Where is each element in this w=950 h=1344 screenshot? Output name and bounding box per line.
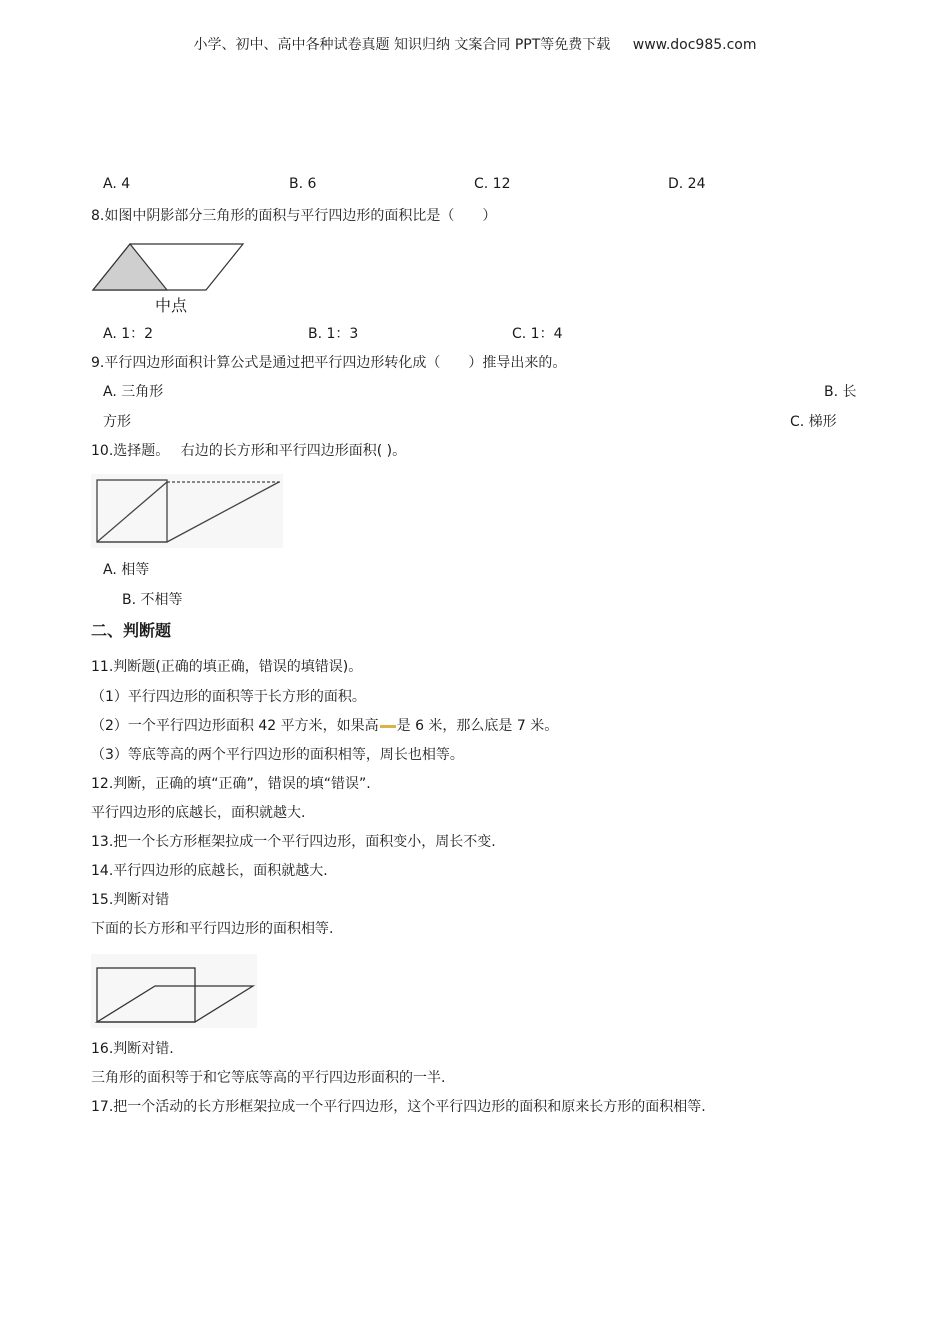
q7-option-a[interactable]: A. 4 [103,176,131,192]
q7-option-b[interactable]: B. 6 [289,176,317,192]
q10-text: 10.选择题。 右边的长方形和平行四边形面积( )。 [91,443,407,459]
q10-option-a[interactable]: A. 相等 [103,562,150,578]
q11-text: 11.判断题(正确的填正确，错误的填错误)。 [91,659,363,675]
q15-figure [91,954,257,1028]
q8-option-b[interactable]: B. 1：3 [308,326,359,342]
q17-text: 17.把一个活动的长方形框架拉成一个平行四边形，这个平行四边形的面积和原来长方形的面积相等. [91,1099,706,1115]
q7-option-d[interactable]: D. 24 [668,176,706,192]
answer-blank-mark [380,725,396,728]
q11-item-2-part2: 是 6 米，那么底是 7 米。 [396,718,559,734]
q9-option-c[interactable]: C. 梯形 [790,414,837,430]
q11-item-2-part1: （2）一个平行四边形面积 42 平方米，如果高 [91,718,379,734]
q8-text: 8.如图中阴影部分三角形的面积与平行四边形的面积比是（ ） [91,208,497,224]
q16-text: 16.判断对错. [91,1041,174,1057]
header-url: www.doc985.com [632,37,757,53]
q7-option-c[interactable]: C. 12 [474,176,511,192]
page-header [0,34,950,54]
q15-text: 15.判断对错 [91,892,170,908]
q11-item-1: （1）平行四边形的面积等于长方形的面积。 [91,689,366,705]
q12-sub: 平行四边形的底越长，面积就越大. [91,805,306,821]
q12-text: 12.判断，正确的填“正确”，错误的填“错误”. [91,776,371,792]
q8-figure-label: 中点 [155,296,188,315]
q11-item-2 [91,715,558,735]
section-title-judgement: 二、判断题 [91,621,172,640]
q16-sub: 三角形的面积等于和它等底等高的平行四边形面积的一半. [91,1070,446,1086]
q11-item-3: （3）等底等高的两个平行四边形的面积相等，周长也相等。 [91,747,464,763]
q9-option-a[interactable]: A. 三角形 [103,384,164,400]
q9-text: 9.平行四边形面积计算公式是通过把平行四边形转化成（ ）推导出来的。 [91,355,567,371]
q8-option-a[interactable]: A. 1：2 [103,326,154,342]
q10-option-b[interactable]: B. 不相等 [122,592,183,608]
q9-option-b[interactable]: B. 长 [824,384,857,400]
q13-text: 13.把一个长方形框架拉成一个平行四边形，面积变小，周长不变. [91,834,496,850]
q8-option-c[interactable]: C. 1：4 [512,326,563,342]
q15-sub: 下面的长方形和平行四边形的面积相等. [91,921,334,937]
q9-option-b-cont[interactable]: 方形 [103,414,131,430]
header-text: 小学、初中、高中各种试卷真题 知识归纳 文案合同 PPT等免费下载 [193,37,611,53]
q10-figure [91,474,283,548]
q14-text: 14.平行四边形的底越长，面积就越大. [91,863,328,879]
